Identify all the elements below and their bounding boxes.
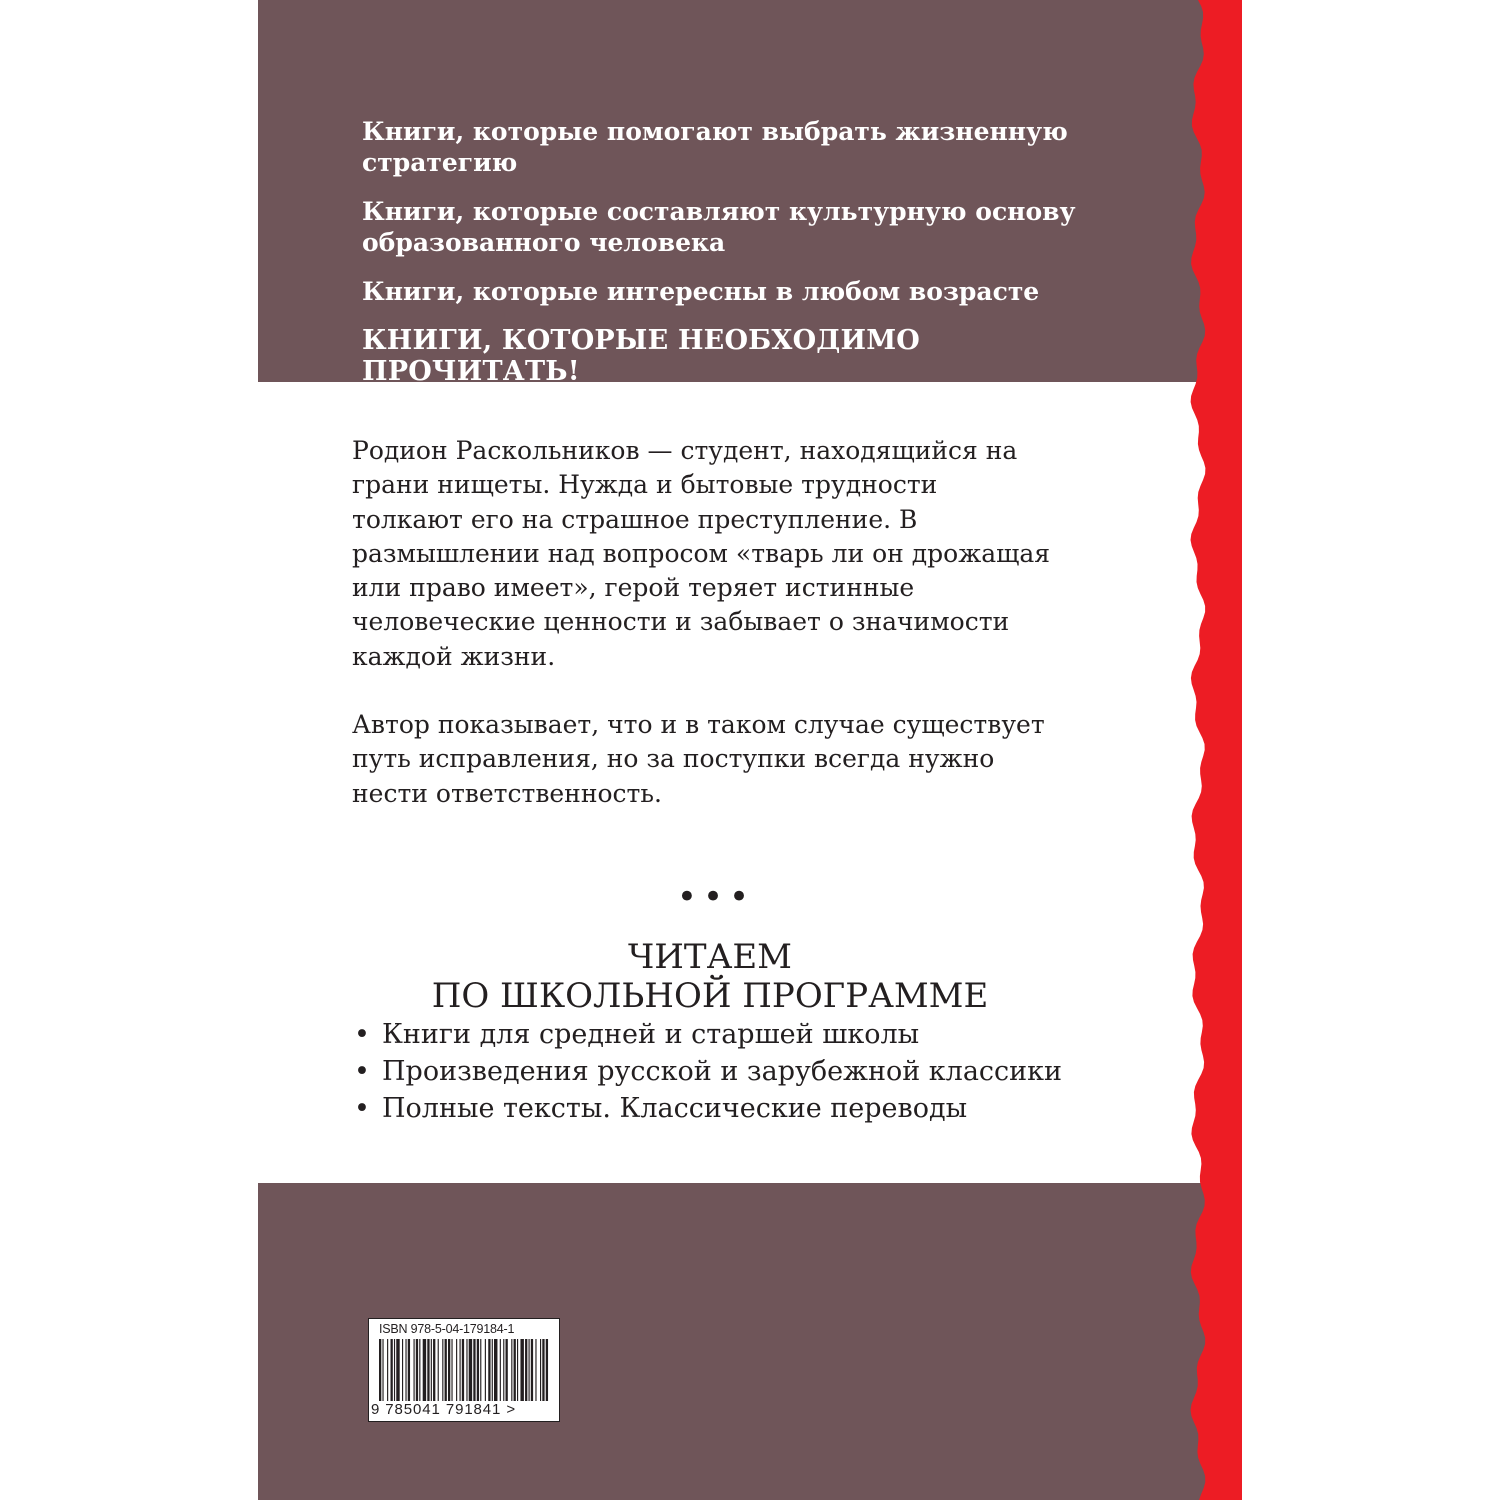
slogan-1: Книги, которые помогают выбрать жизненную стратегию	[362, 117, 1068, 177]
barcode-bars	[379, 1339, 549, 1401]
series-title-line-1: ЧИТАЕМ	[628, 937, 792, 977]
annotation-paragraph-1: Родион Раскольников — студент, находящийся на грани нищеты. Нужда и бытовые трудности толкают его на страшное преступление. В размышлении над вопросом «тварь ли он дрожащая или право имеет», герой теряет истинные человеческие ценности и забывает о значимости каждой жизни.	[352, 436, 1051, 671]
separator-dots: •••	[676, 877, 756, 917]
ean-digits: 9 785041 791841 >	[371, 1401, 517, 1418]
annotation-paragraph-2: Автор показывает, что и в таком случае существует путь исправления, но за поступки всегда нужно нести ответственность.	[352, 710, 1045, 808]
isbn-label: ISBN 978-5-04-179184-1	[379, 1322, 515, 1336]
annotation	[352, 434, 1052, 845]
series-features	[352, 1016, 1112, 1127]
feature-item: • Книги для средней и старшей школы	[352, 1016, 1112, 1053]
series-title	[318, 938, 1102, 1016]
feature-item: • Произведения русской и зарубежной классики	[352, 1053, 1112, 1090]
barcode	[368, 1318, 560, 1422]
slogan-3: Книги, которые интересны в любом возрасте	[362, 277, 1040, 306]
series-title-line-2: ПО ШКОЛЬНОЙ ПРОГРАММЕ	[431, 976, 989, 1016]
feature-item: • Полные тексты. Классические переводы	[352, 1090, 1112, 1127]
slogan-2: Книги, которые составляют культурную основу образованного человека	[362, 197, 1076, 257]
slogans-block	[362, 116, 1142, 405]
book-back-cover	[258, 0, 1242, 1500]
slogan-4: КНИГИ, КОТОРЫЕ НЕОБХОДИМО ПРОЧИТАТЬ!	[362, 325, 921, 387]
